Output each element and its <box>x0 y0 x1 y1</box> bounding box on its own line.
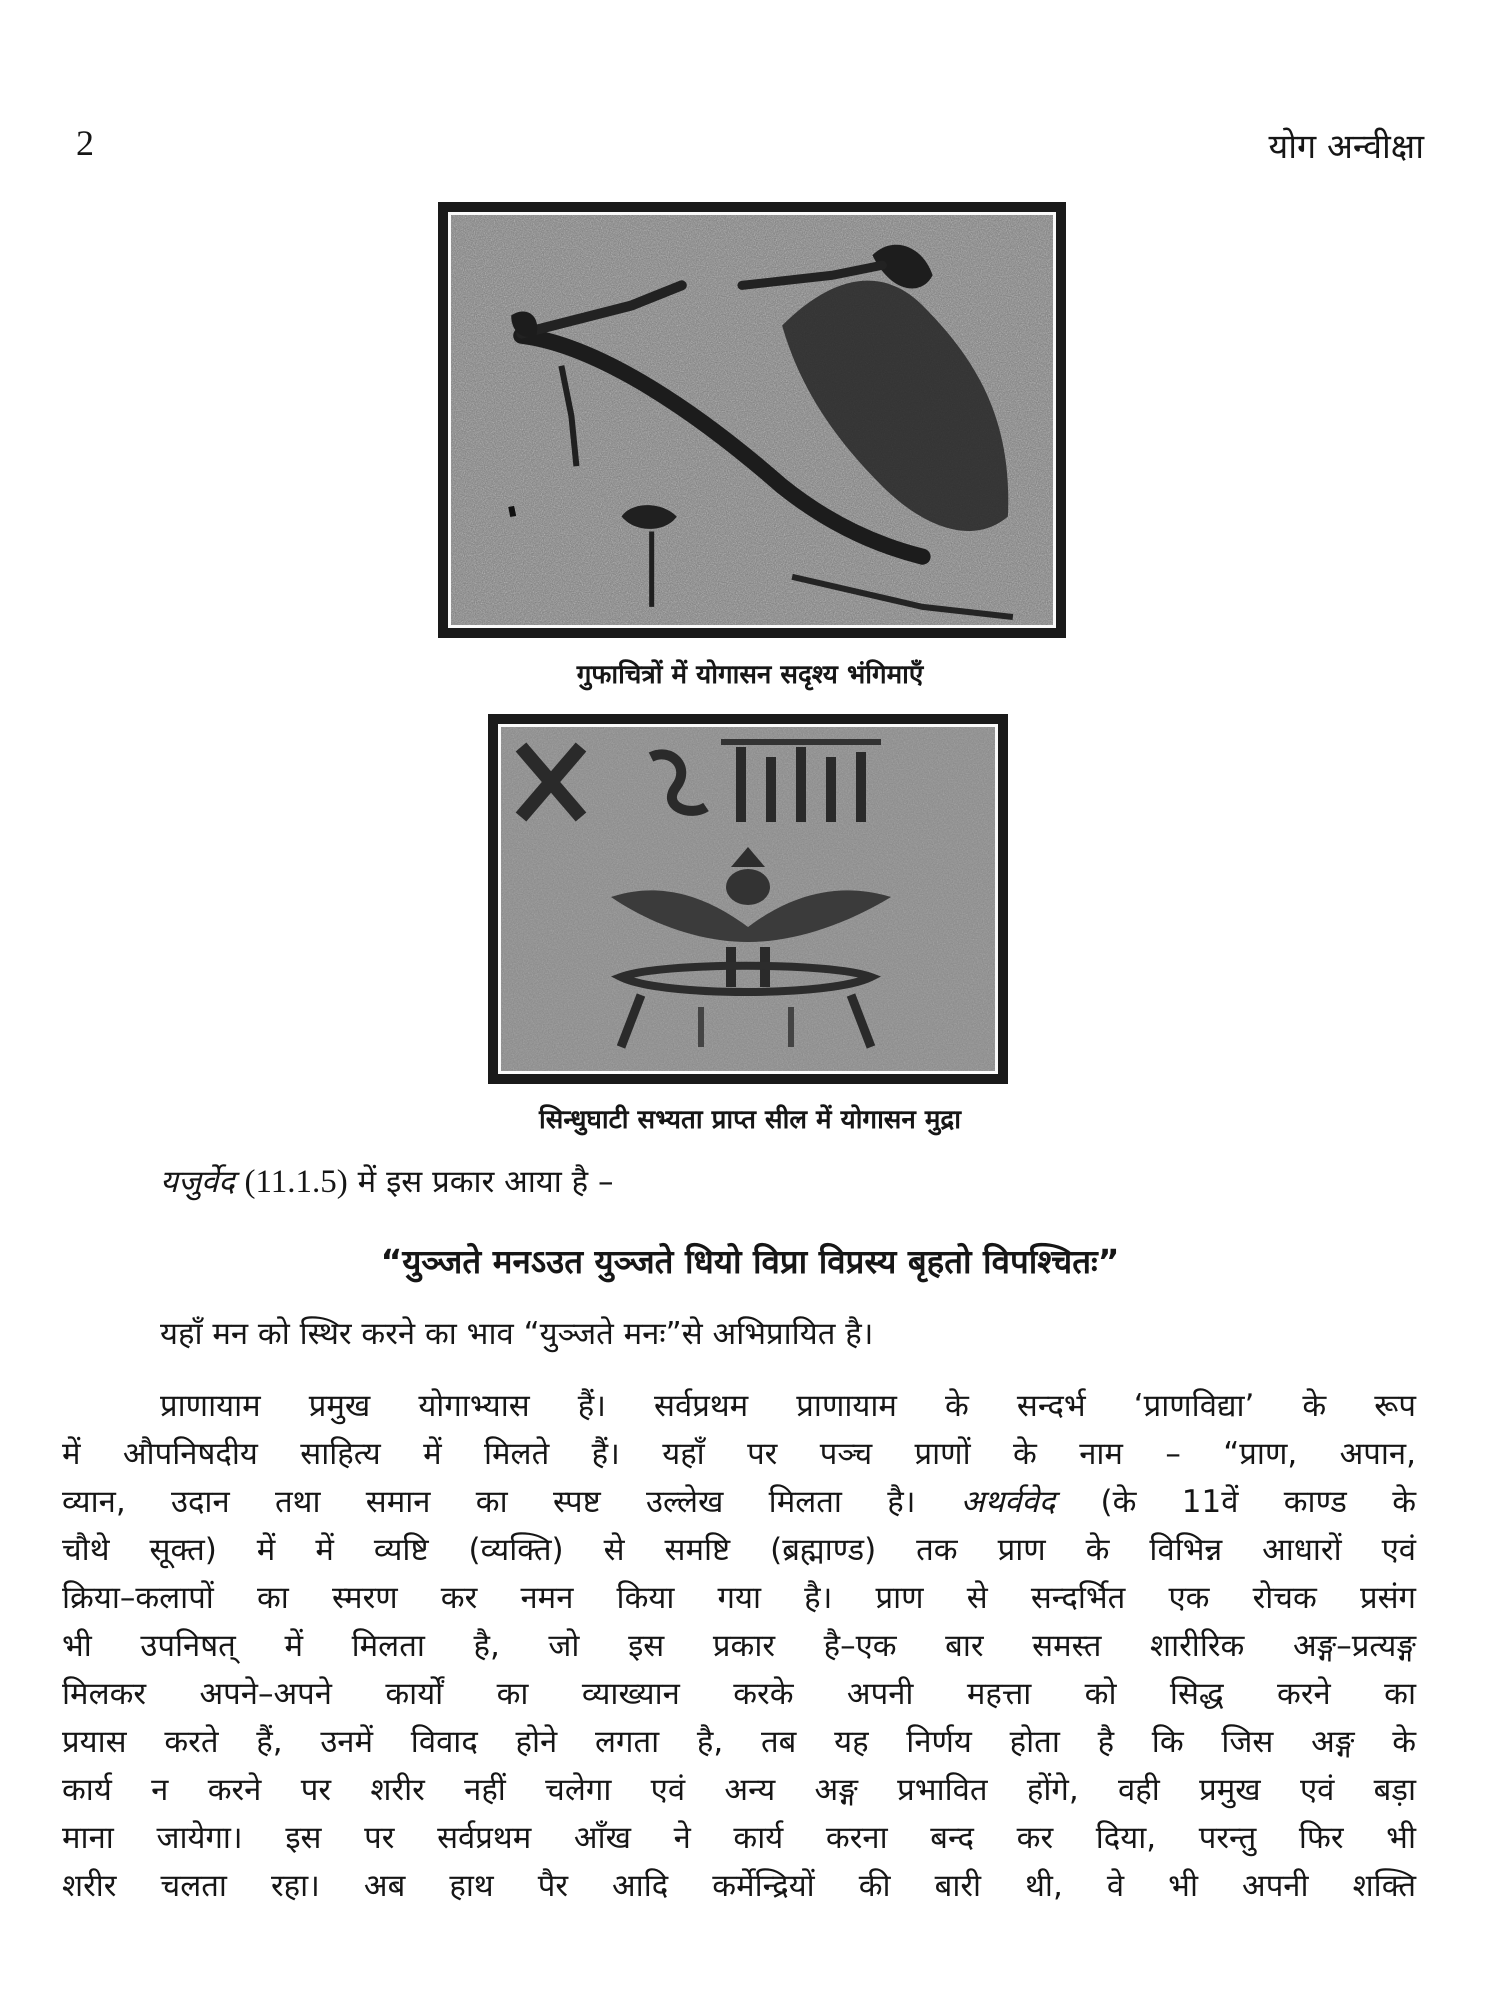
paragraph-line: भी उपनिषत् में मिलता है, जो इस प्रकार है–एक बार समस्त शारीरिक अङ्ग–प्रत्यङ्ग <box>62 1628 1416 1664</box>
sanskrit-quote: “युञ्जते मनऽउत युञ्जते धियो विप्रा विप्रस्य बृहतो विपश्चितः” <box>380 1242 1120 1281</box>
line-segment: व्यान, उदान तथा समान का स्पष्ट उल्लेख मिलता है। <box>62 1484 916 1520</box>
indus-seal-image <box>488 714 1008 1084</box>
source-title: यजुर्वेद <box>160 1164 235 1200</box>
cave-painting-image <box>438 202 1066 638</box>
paragraph-line: प्राणायाम प्रमुख योगाभ्यास हैं। सर्वप्रथम प्राणायाम के सन्दर्भ ‘प्राणविद्या’ के रूप <box>160 1388 1416 1424</box>
paragraph-line <box>62 1478 1416 1526</box>
paragraph-line: माना जायेगा। इस पर सर्वप्रथम आँख ने कार्य करना बन्द कर दिया, परन्तु फिर भी <box>62 1820 1416 1856</box>
page-header <box>76 122 1424 172</box>
figure-caption: गुफाचित्रों में योगासन सदृश्य भंगिमाएँ <box>576 660 924 690</box>
explanation-line: यहाँ मन को स्थिर करने का भाव “युञ्जते मनः”से अभिप्रायित है। <box>160 1316 874 1352</box>
running-title: योग अन्वीक्षा <box>1268 127 1424 167</box>
indus-seal-illustration <box>501 727 995 1071</box>
paragraph-line: मिलकर अपने–अपने कार्यों का व्याख्यान करके अपनी महत्ता को सिद्ध करने का <box>62 1676 1416 1712</box>
reference-text: में इस प्रकार आया है – <box>357 1164 614 1200</box>
line-segment: (के 11वें काण्ड के <box>1100 1484 1417 1520</box>
figure-caption: सिन्धुघाटी सभ्यता प्राप्त सील में योगासन मुद्रा <box>539 1105 961 1135</box>
reference-line <box>160 1160 613 1202</box>
page-number: 2 <box>76 123 94 163</box>
paragraph-line: कार्य न करने पर शरीर नहीं चलेगा एवं अन्य अङ्ग प्रभावित होंगे, वही प्रमुख एवं बड़ा <box>62 1772 1416 1808</box>
cave-painting-illustration <box>451 215 1053 625</box>
paragraph-line: क्रिया–कलापों का स्मरण कर नमन किया गया है। प्राण से सन्दर्भित एक रोचक प्रसंग <box>62 1580 1416 1616</box>
paragraph-line: चौथे सूक्त) में में व्यष्टि (व्यक्ति) से समष्टि (ब्रह्माण्ड) तक प्राण के विभिन्न आधारों एवं <box>62 1532 1416 1568</box>
paragraph-line: प्रयास करते हैं, उनमें विवाद होने लगता है, तब यह निर्णय होता है कि जिस अङ्ग के <box>62 1724 1416 1760</box>
paragraph-line: में औपनिषदीय साहित्य में मिलते हैं। यहाँ पर पञ्च प्राणों के नाम – “प्राण, अपान, <box>62 1436 1416 1472</box>
paragraph-line: शरीर चलता रहा। अब हाथ पैर आदि कर्मेन्द्रियों की बारी थी, वे भी अपनी शक्ति <box>62 1868 1416 1904</box>
citation-number: (11.1.5) <box>244 1164 348 1200</box>
atharvaveda-title: अथर्ववेद <box>960 1484 1056 1520</box>
